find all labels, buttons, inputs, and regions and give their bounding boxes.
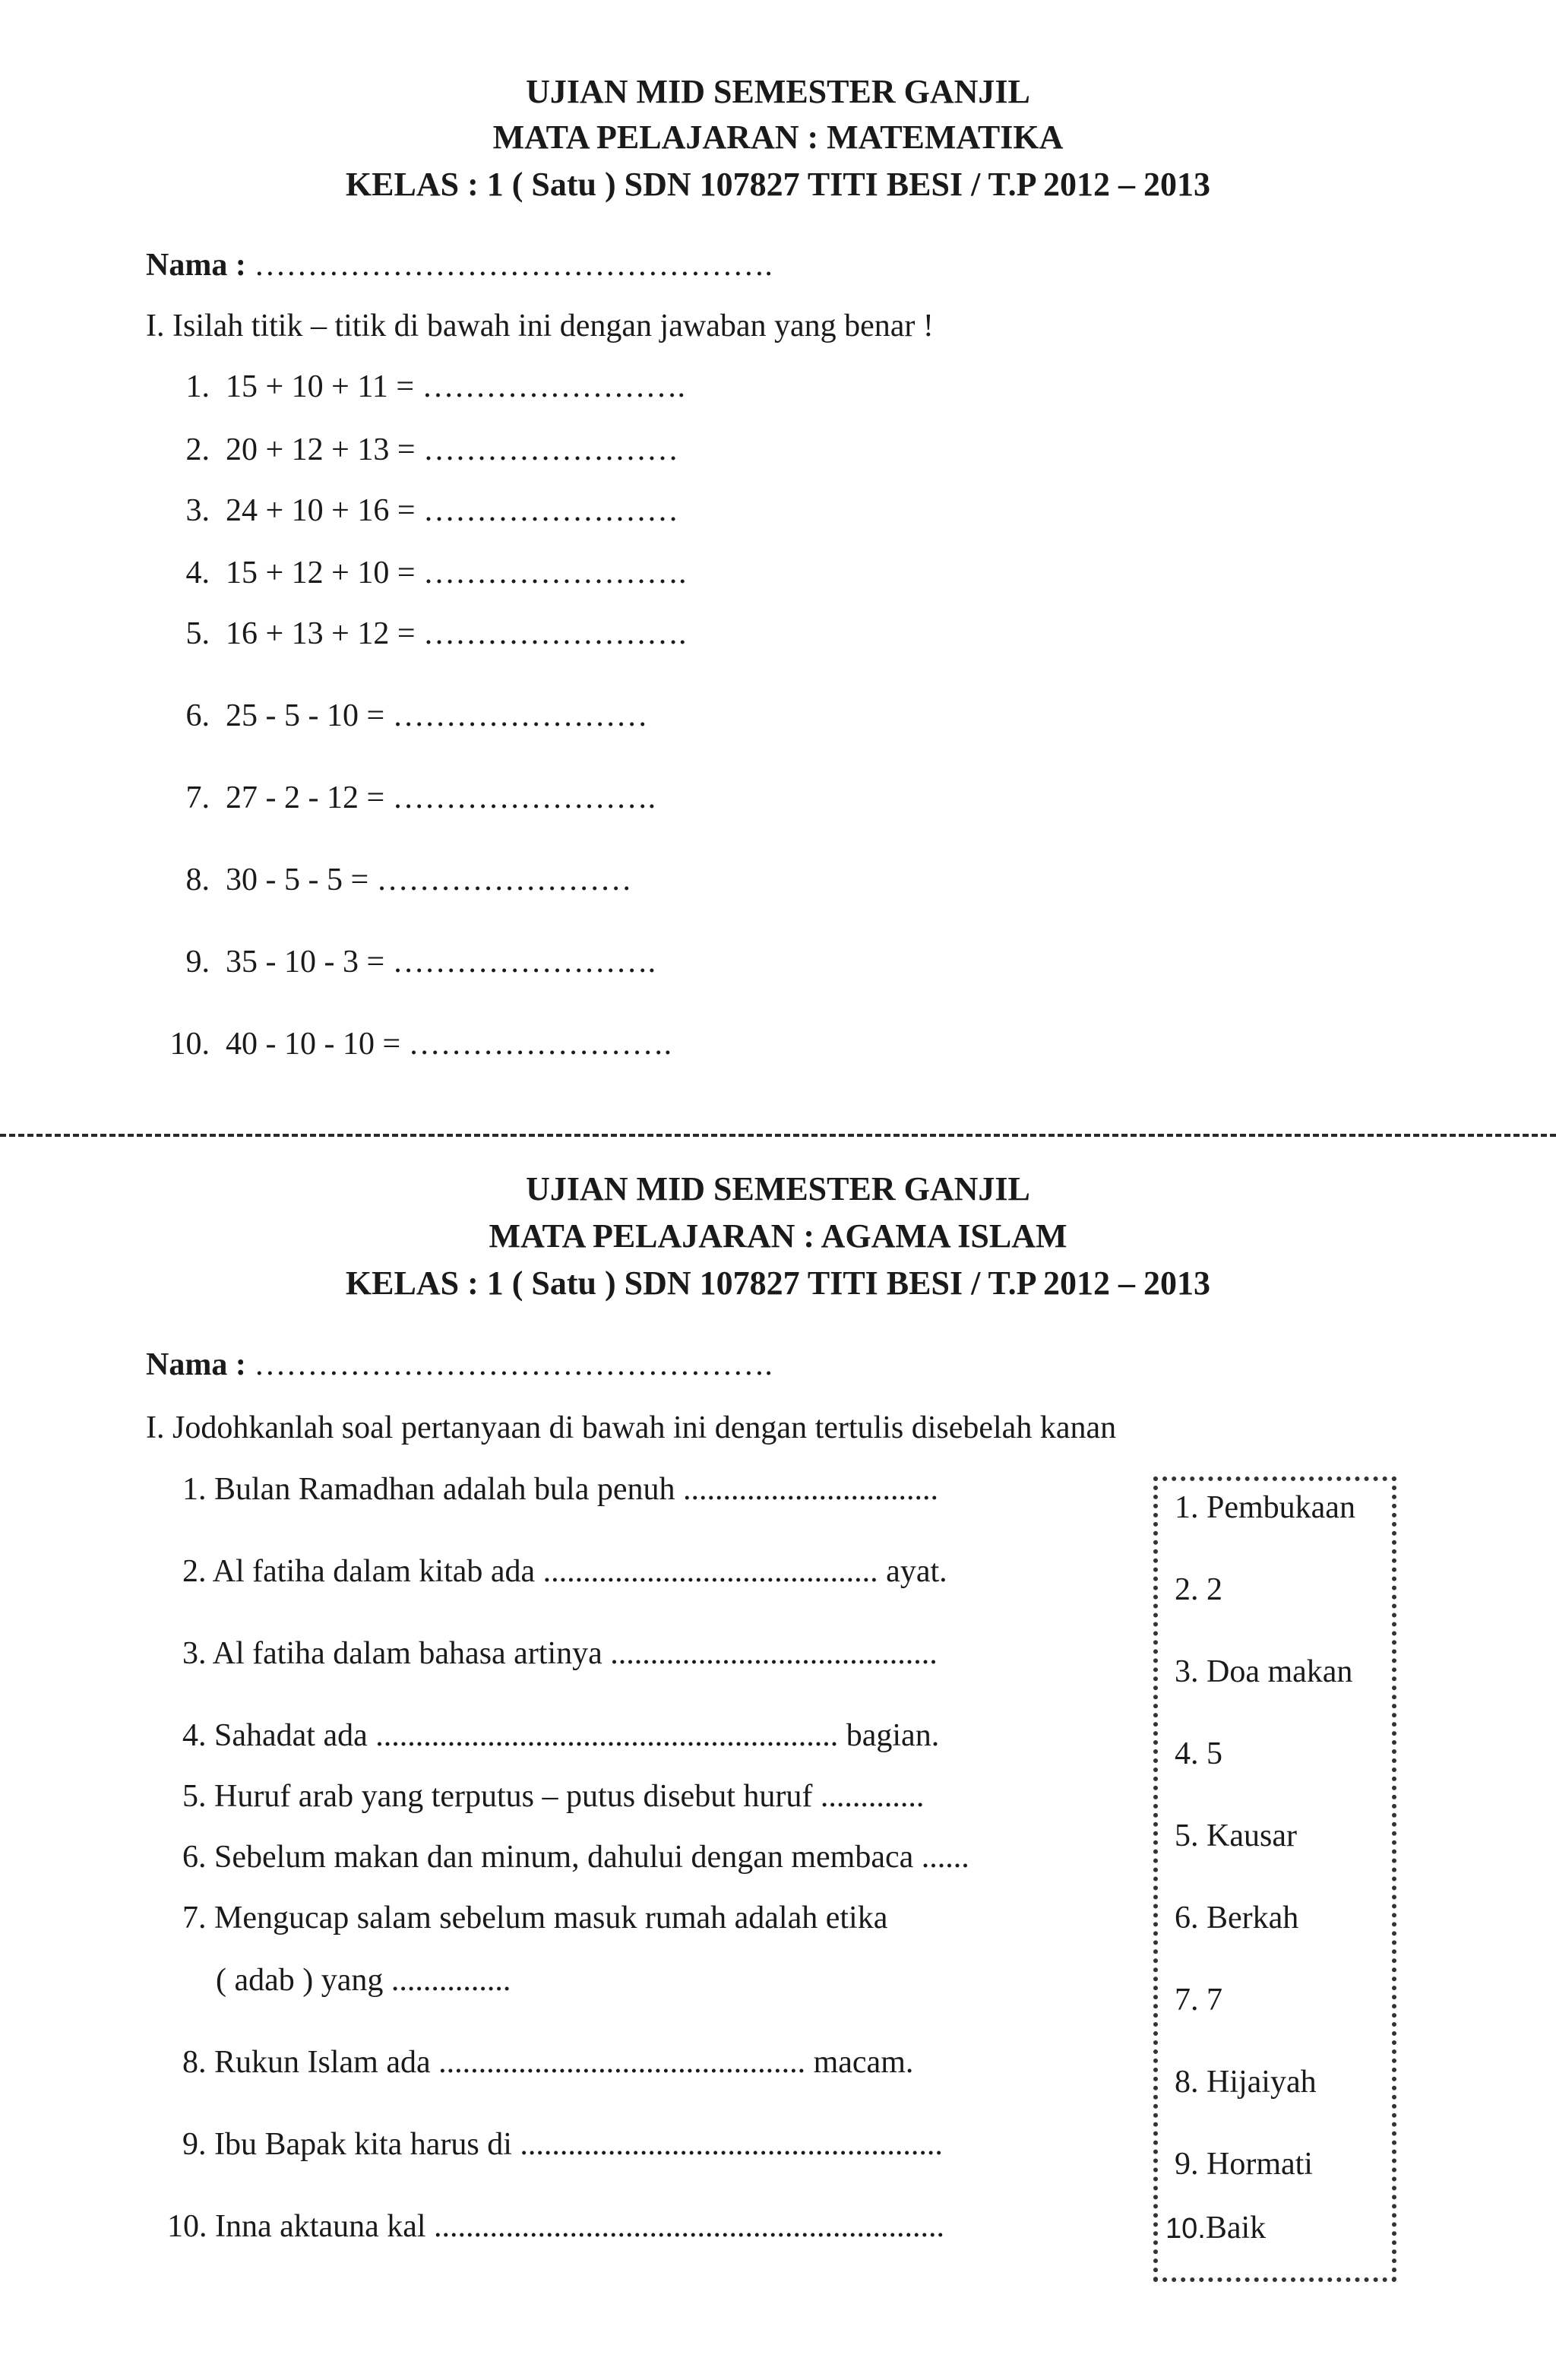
answer-option: 2. 2 (1175, 1572, 1222, 1607)
exam2-question: 9. Ibu Bapak kita harus di ..................................................... (182, 2127, 943, 2162)
exam1-name-field (146, 247, 773, 283)
exam1-item: 3. 24 + 10 + 16 = …………………… (185, 493, 679, 528)
answer-option (1165, 2210, 1266, 2246)
exam2-header-line-1: UJIAN MID SEMESTER GANJIL (526, 1170, 1030, 1207)
exam1-header-line-3: KELAS : 1 ( Satu ) SDN 107827 TITI BESI / T.P 2012 – 2013 (345, 166, 1211, 203)
exam2-question: 3. Al fatiha dalam bahasa artinya ......................................... (182, 1636, 938, 1671)
exam1-item: 1. 15 + 10 + 11 = ……………………. (185, 369, 686, 404)
exam1-name-label: Nama : (146, 248, 246, 283)
exam2-question: 6. Sebelum makan dan minum, dahului dengan membaca ...... (182, 1840, 969, 1875)
answer-option-text: Baik (1205, 2211, 1267, 2245)
exam1-item: 10. 40 - 10 - 10 = ……………………. (169, 1027, 672, 1062)
exam2-question: 4. Sahadat ada .......................................................... bagian. (182, 1718, 940, 1753)
exam2-question: 5. Huruf arab yang terputus – putus disebut huruf ............. (182, 1779, 925, 1814)
exam1-header-line-2: MATA PELAJARAN : MATEMATIKA (492, 119, 1064, 156)
answer-option-number: 10. (1165, 2213, 1206, 2245)
answer-option: 8. Hijaiyah (1175, 2065, 1317, 2100)
section-separator (0, 1134, 1556, 1137)
exam1-name-dots: …………………………………………. (254, 248, 773, 283)
answer-option: 1. Pembukaan (1175, 1490, 1355, 1525)
answer-option: 4. 5 (1175, 1736, 1222, 1771)
exam2-question: 1. Bulan Ramadhan adalah bula penuh ................................ (182, 1472, 938, 1507)
answer-option: 5. Kausar (1175, 1818, 1297, 1853)
exam2-header-line-2: MATA PELAJARAN : AGAMA ISLAM (489, 1217, 1067, 1255)
exam2-name-label: Nama : (146, 1347, 246, 1382)
exam1-item: 5. 16 + 13 + 12 = ……………………. (185, 616, 687, 651)
exam2-name-field (146, 1347, 773, 1383)
answer-option: 6. Berkah (1175, 1901, 1299, 1935)
exam2-instruction: I. Jodohkanlah soal pertanyaan di bawah ini dengan tertulis disebelah kanan (146, 1410, 1117, 1445)
answer-option: 3. Doa makan (1175, 1654, 1353, 1689)
exam1-item: 7. 27 - 2 - 12 = ……………………. (185, 780, 656, 815)
exam2-question: 2. Al fatiha dalam kitab ada .......................................... ayat. (182, 1554, 947, 1589)
exam1-instruction: I. Isilah titik – titik di bawah ini dengan jawaban yang benar ! (146, 309, 934, 343)
exam2-question: 8. Rukun Islam ada .............................................. macam. (182, 2045, 914, 2080)
exam1-item: 8. 30 - 5 - 5 = …………………… (185, 862, 632, 897)
answer-option: 9. Hormati (1175, 2147, 1313, 2182)
exam1-item: 4. 15 + 12 + 10 = ……………………. (185, 555, 687, 590)
exam2-name-dots: …………………………………………. (254, 1347, 773, 1382)
exam2-header-line-3: KELAS : 1 ( Satu ) SDN 107827 TITI BESI / T.P 2012 – 2013 (345, 1264, 1211, 1302)
exam2-question: 7. Mengucap salam sebelum masuk rumah adalah etika (182, 1901, 888, 1935)
exam1-item: 6. 25 - 5 - 10 = …………………… (185, 698, 648, 733)
exam1-header-line-1: UJIAN MID SEMESTER GANJIL (526, 73, 1030, 110)
exam1-item: 9. 35 - 10 - 3 = ……………………. (185, 945, 656, 980)
answer-option: 7. 7 (1175, 1983, 1222, 2018)
exam1-item: 2. 20 + 12 + 13 = …………………… (185, 432, 679, 467)
exam2-question: 10. Inna aktauna kal ................................................................ (167, 2209, 945, 2244)
exam2-question-continuation: ( adab ) yang ............... (216, 1963, 511, 1998)
